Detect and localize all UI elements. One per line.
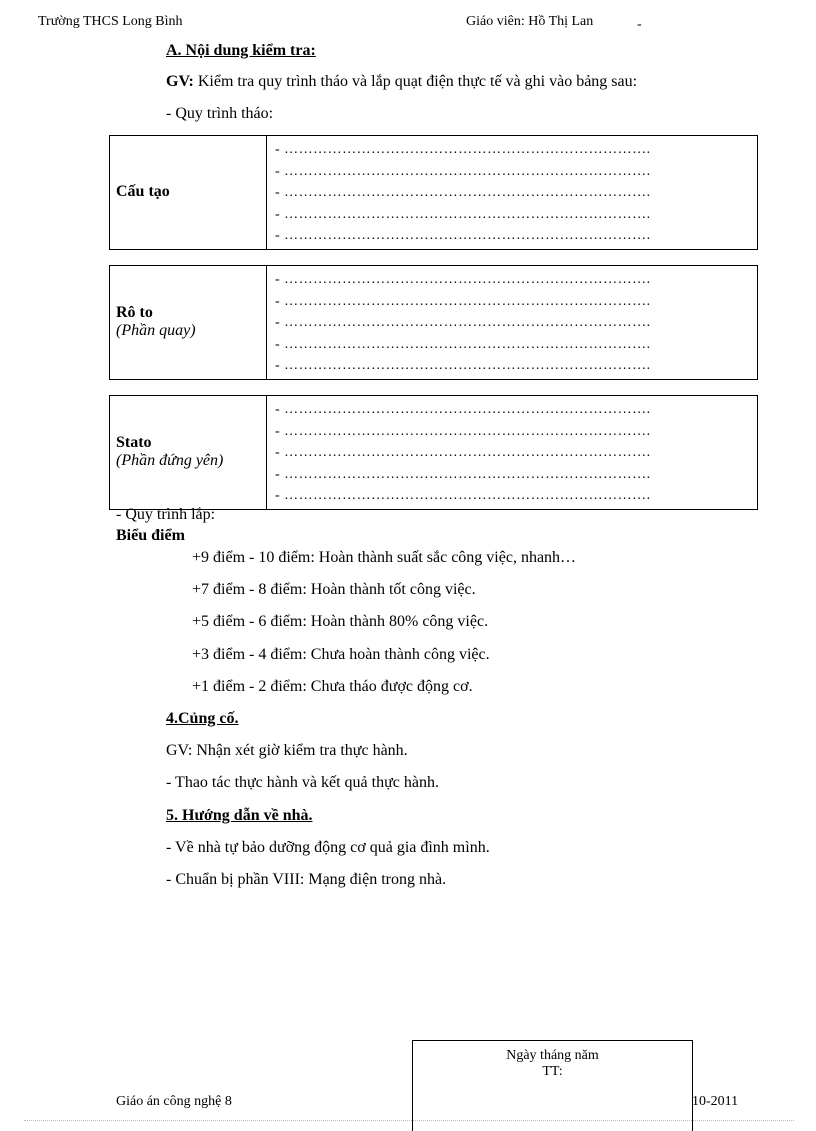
fill-line: - …………………………………………………………………. xyxy=(275,163,651,179)
table-label-cell xyxy=(110,266,267,380)
signature-box xyxy=(412,1040,693,1131)
section-a-title: A. Nội dung kiểm tra: xyxy=(166,42,316,59)
section-4-line: GV: Nhận xét giờ kiểm tra thực hành. xyxy=(166,742,408,759)
table-sublabel: (Phần đứng yên) xyxy=(116,452,224,470)
scoring-item: +7 điểm - 8 điểm: Hoàn thành tốt công việc. xyxy=(192,581,476,598)
table-lines-cell xyxy=(267,136,758,250)
teacher-name: Giáo viên: Hồ Thị Lan xyxy=(466,14,594,29)
section-5-line: - Về nhà tự bảo dưỡng động cơ quả gia đình mình. xyxy=(166,839,490,856)
fill-line: - …………………………………………………………………. xyxy=(275,293,651,309)
fill-line: - …………………………………………………………………. xyxy=(275,402,651,417)
fill-line: - …………………………………………………………………. xyxy=(275,206,651,222)
section-5-line: - Chuẩn bị phần VIII: Mạng điện trong nhà. xyxy=(166,871,447,888)
table-label: Stato xyxy=(116,434,152,452)
page-bottom-border xyxy=(24,1120,794,1121)
fill-line: - …………………………………………………………………. xyxy=(275,336,651,352)
gv-prefix: GV: xyxy=(166,73,194,90)
fill-line: - …………………………………………………………………. xyxy=(275,315,651,330)
rotor-table xyxy=(109,265,758,380)
table-sublabel: (Phần quay) xyxy=(116,322,196,340)
assembly-label: - Quy trình lắp: xyxy=(116,506,216,523)
fill-line: - …………………………………………………………………. xyxy=(275,466,651,482)
year-label: 10-2011 xyxy=(692,1094,739,1109)
table-lines-cell xyxy=(267,396,758,510)
fill-line: - …………………………………………………………………. xyxy=(275,142,651,157)
school-name: Trường THCS Long Bình xyxy=(38,14,183,29)
subject-label: Giáo án công nghệ 8 xyxy=(116,1094,232,1109)
section-5-title: 5. Hướng dẫn về nhà. xyxy=(166,807,313,824)
fill-line: - …………………………………………………………………. xyxy=(275,358,651,373)
stator-table xyxy=(109,395,758,510)
table-label: Rô to xyxy=(116,304,153,322)
table-lines-cell xyxy=(267,266,758,380)
date-label: Ngày tháng năm xyxy=(506,1048,599,1063)
scoring-title: Biểu điểm xyxy=(116,527,185,544)
tt-label: TT: xyxy=(542,1064,563,1079)
fill-line: - …………………………………………………………………. xyxy=(275,185,651,200)
fill-line: - …………………………………………………………………. xyxy=(275,423,651,439)
table-label: Cấu tạo xyxy=(116,183,170,201)
table-label-cell xyxy=(110,396,267,510)
section-4-line: - Thao tác thực hành và kết quả thực hành. xyxy=(166,774,439,791)
disassembly-label: - Quy trình tháo: xyxy=(166,105,274,122)
scoring-item: +1 điểm - 2 điểm: Chưa tháo được động cơ. xyxy=(192,678,473,695)
fill-line: - …………………………………………………………………. xyxy=(275,488,651,503)
scoring-item: +9 điểm - 10 điểm: Hoàn thành suất sắc công việc, nhanh… xyxy=(192,549,577,566)
structure-table xyxy=(109,135,758,250)
fill-line: - …………………………………………………………………. xyxy=(275,228,651,243)
gv-text: Kiểm tra quy trình tháo và lắp quạt điện thực tế và ghi vào bảng sau: xyxy=(193,73,638,90)
header-mark: - xyxy=(637,17,642,32)
table-label-cell xyxy=(110,136,267,250)
section-4-title: 4.Củng cố. xyxy=(166,710,239,727)
fill-line: - …………………………………………………………………. xyxy=(275,272,651,287)
scoring-item: +3 điểm - 4 điểm: Chưa hoàn thành công việc. xyxy=(192,646,490,663)
section-a-instruction xyxy=(166,73,637,91)
scoring-item: +5 điểm - 6 điểm: Hoàn thành 80% công việc. xyxy=(192,613,489,630)
fill-line: - …………………………………………………………………. xyxy=(275,445,651,460)
